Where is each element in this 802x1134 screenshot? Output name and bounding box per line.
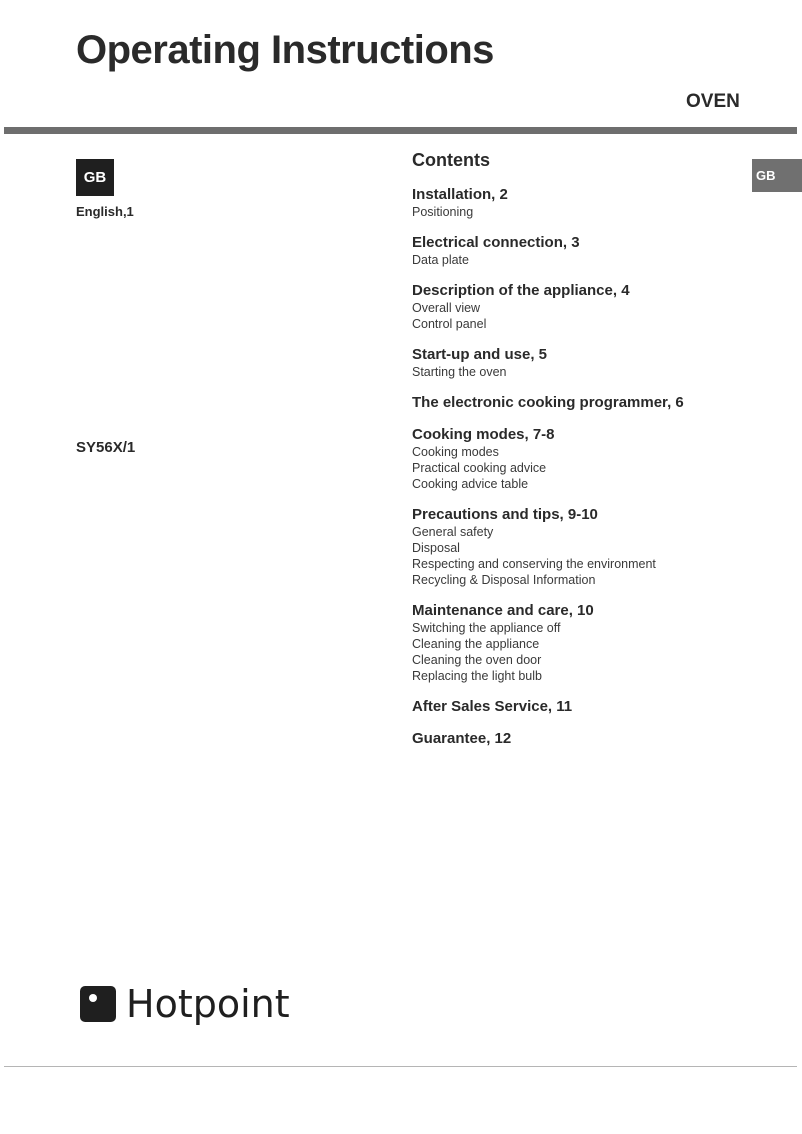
toc-subitems xyxy=(412,364,742,380)
toc-subitem: Cleaning the oven door xyxy=(412,653,542,667)
toc-sections xyxy=(412,186,742,748)
toc-subitems xyxy=(412,620,742,684)
toc-subitem: Data plate xyxy=(412,253,469,267)
toc-section-title: Maintenance and care, 10 xyxy=(412,602,594,619)
language-badge: GB xyxy=(76,159,114,196)
toc-section xyxy=(412,234,742,268)
toc-section-title: Installation, 2 xyxy=(412,186,508,203)
toc-section xyxy=(412,730,742,748)
toc-subitem: Control panel xyxy=(412,317,487,331)
toc-section xyxy=(412,346,742,380)
toc-subitem: Cooking modes xyxy=(412,445,499,459)
toc-section xyxy=(412,282,742,332)
hotpoint-logo-icon xyxy=(80,986,116,1022)
toc-subitem: Practical cooking advice xyxy=(412,461,547,475)
toc-subitems xyxy=(412,204,742,220)
toc-section-title: Precautions and tips, 9-10 xyxy=(412,506,598,523)
toc-subitems xyxy=(412,444,742,492)
toc-subitem: Recycling & Disposal Information xyxy=(412,573,596,587)
toc-section-title: Cooking modes, 7-8 xyxy=(412,426,555,443)
toc-subitems xyxy=(412,252,742,268)
contents-heading: Contents xyxy=(412,150,490,170)
toc-section-title: Guarantee, 12 xyxy=(412,730,512,747)
toc-section-title: Start-up and use, 5 xyxy=(412,346,548,363)
toc-subitem: Starting the oven xyxy=(412,365,507,379)
toc-section xyxy=(412,602,742,684)
header-divider xyxy=(4,127,797,134)
language-side-tab: GB xyxy=(752,159,802,192)
toc-section xyxy=(412,426,742,492)
toc-section xyxy=(412,698,742,716)
brand-wordmark: Hotpoint xyxy=(126,982,290,1026)
toc-section xyxy=(412,506,742,588)
product-type: OVEN xyxy=(686,91,740,112)
toc-subitem: Overall view xyxy=(412,301,481,315)
model-number: SY56X/1 xyxy=(76,439,136,456)
toc-subitem: Replacing the light bulb xyxy=(412,669,542,683)
page-title: Operating Instructions xyxy=(76,28,494,72)
footer-divider xyxy=(4,1066,797,1067)
toc-subitems xyxy=(412,524,742,588)
toc-section-title: After Sales Service, 11 xyxy=(412,698,573,715)
toc-subitem: Respecting and conserving the environment xyxy=(412,557,656,571)
toc-subitem: Positioning xyxy=(412,205,474,219)
toc-subitems xyxy=(412,300,742,332)
toc-section-title: The electronic cooking programmer, 6 xyxy=(412,394,684,411)
language-page-reference: English,1 xyxy=(76,204,134,219)
toc-section xyxy=(412,394,742,412)
toc-subitem: Switching the appliance off xyxy=(412,621,561,635)
brand-logo xyxy=(80,982,290,1026)
toc-subitem: Cooking advice table xyxy=(412,477,529,491)
toc-section-title: Electrical connection, 3 xyxy=(412,234,580,251)
toc-section xyxy=(412,186,742,220)
toc-subitem: Cleaning the appliance xyxy=(412,637,540,651)
table-of-contents xyxy=(412,150,742,762)
toc-subitem: Disposal xyxy=(412,541,460,555)
toc-subitem: General safety xyxy=(412,525,494,539)
toc-section-title: Description of the appliance, 4 xyxy=(412,282,630,299)
